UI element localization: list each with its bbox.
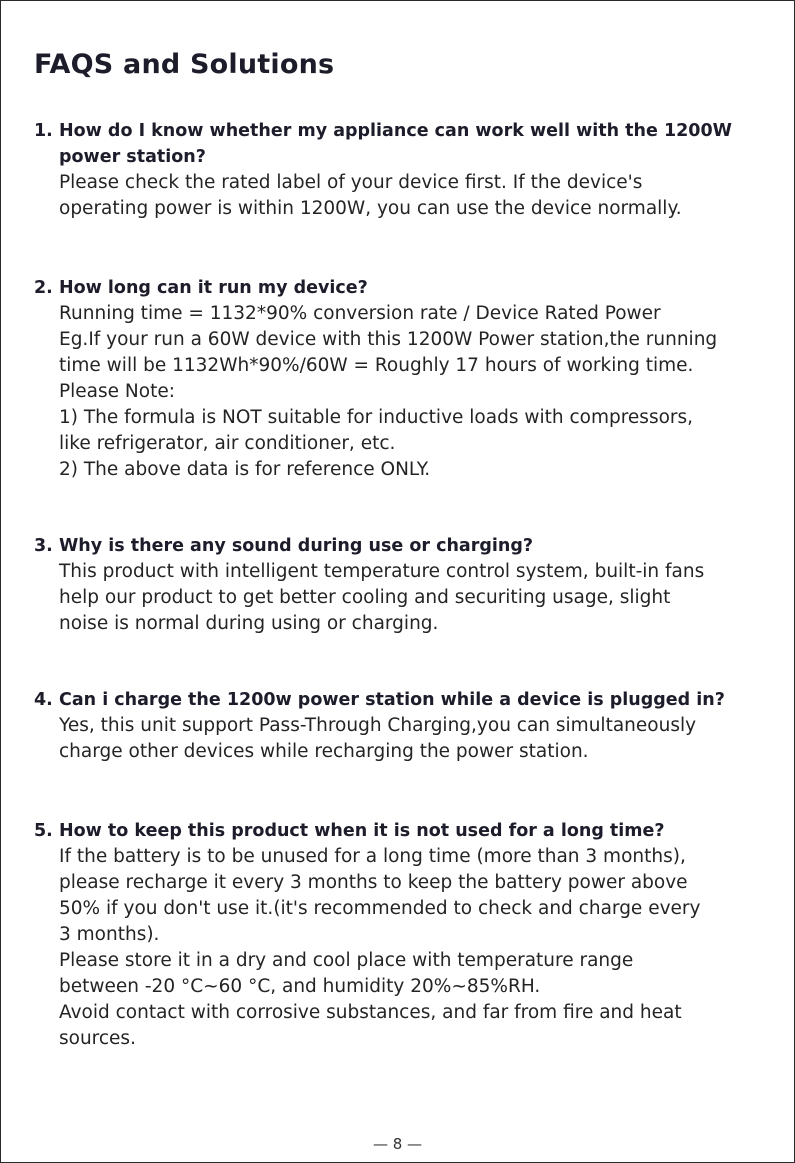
answer-line: Eg.If your run a 60W device with this 1200W Power station,the running <box>59 329 718 350</box>
answer-line: 3 months). <box>59 924 160 945</box>
faq-answer <box>59 170 764 222</box>
answer-line: 2) The above data is for reference ONLY. <box>59 459 431 480</box>
page-title: FAQS and Solutions <box>34 49 335 80</box>
faq-item-5 <box>34 818 764 1052</box>
faq-question-text: How do I know whether my appliance can work well with the 1200W power station? <box>59 121 732 167</box>
answer-line: help our product to get better cooling and securiting usage, slight <box>59 587 671 608</box>
faq-item-4 <box>34 687 764 765</box>
answer-line: between -20 °C~60 °C, and humidity 20%~85%RH. <box>59 976 541 997</box>
faq-question-text: How to keep this product when it is not used for a long time? <box>59 821 665 841</box>
faq-item-1 <box>34 118 764 222</box>
answer-line: please recharge it every 3 months to keep the battery power above <box>59 872 688 893</box>
answer-line: Please Note: <box>59 381 175 402</box>
faq-answer <box>59 559 764 637</box>
answer-line: 1) The formula is NOT suitable for inductive loads with compressors, <box>59 407 694 428</box>
faq-answer <box>59 844 764 1052</box>
answer-line: 50% if you don't use it.(it's recommended to check and charge every <box>59 898 701 919</box>
answer-line: charge other devices while recharging the power station. <box>59 741 589 762</box>
faq-question <box>34 118 764 170</box>
faq-number: 4. <box>34 690 53 710</box>
faq-answer <box>59 301 764 483</box>
answer-line: Yes, this unit support Pass-Through Charging,you can simultaneously <box>59 715 697 736</box>
answer-line: time will be 1132Wh*90%/60W = Roughly 17 hours of working time. <box>59 355 694 376</box>
faq-number: 2. <box>34 278 53 298</box>
faq-question <box>34 533 764 559</box>
faq-question-text: Why is there any sound during use or charging? <box>59 536 534 556</box>
answer-line: Running time = 1132*90% conversion rate / Device Rated Power <box>59 303 661 324</box>
faq-number: 3. <box>34 536 53 556</box>
faq-answer <box>59 713 764 765</box>
faq-question <box>34 818 764 844</box>
faq-item-3 <box>34 533 764 637</box>
answer-line: operating power is within 1200W, you can use the device normally. <box>59 198 682 219</box>
answer-line: like refrigerator, air conditioner, etc. <box>59 433 396 454</box>
answer-line: Please check the rated label of your device first. If the device's <box>59 172 643 193</box>
answer-line: noise is normal during using or charging. <box>59 613 439 634</box>
faq-question <box>34 275 764 301</box>
faq-question-text: How long can it run my device? <box>59 278 368 298</box>
page-number: — 8 — <box>372 1135 423 1153</box>
answer-line: sources. <box>59 1028 136 1049</box>
answer-line: This product with intelligent temperature control system, built-in fans <box>59 561 705 582</box>
faq-number: 1. <box>34 121 53 141</box>
answer-line: Avoid contact with corrosive substances, and far from fire and heat <box>59 1002 682 1023</box>
answer-line: Please store it in a dry and cool place with temperature range <box>59 950 634 971</box>
faq-question <box>34 687 764 713</box>
faq-item-2 <box>34 275 764 483</box>
answer-line: If the battery is to be unused for a long time (more than 3 months), <box>59 846 686 867</box>
faq-number: 5. <box>34 821 53 841</box>
faq-question-text: Can i charge the 1200w power station while a device is plugged in? <box>59 690 725 710</box>
